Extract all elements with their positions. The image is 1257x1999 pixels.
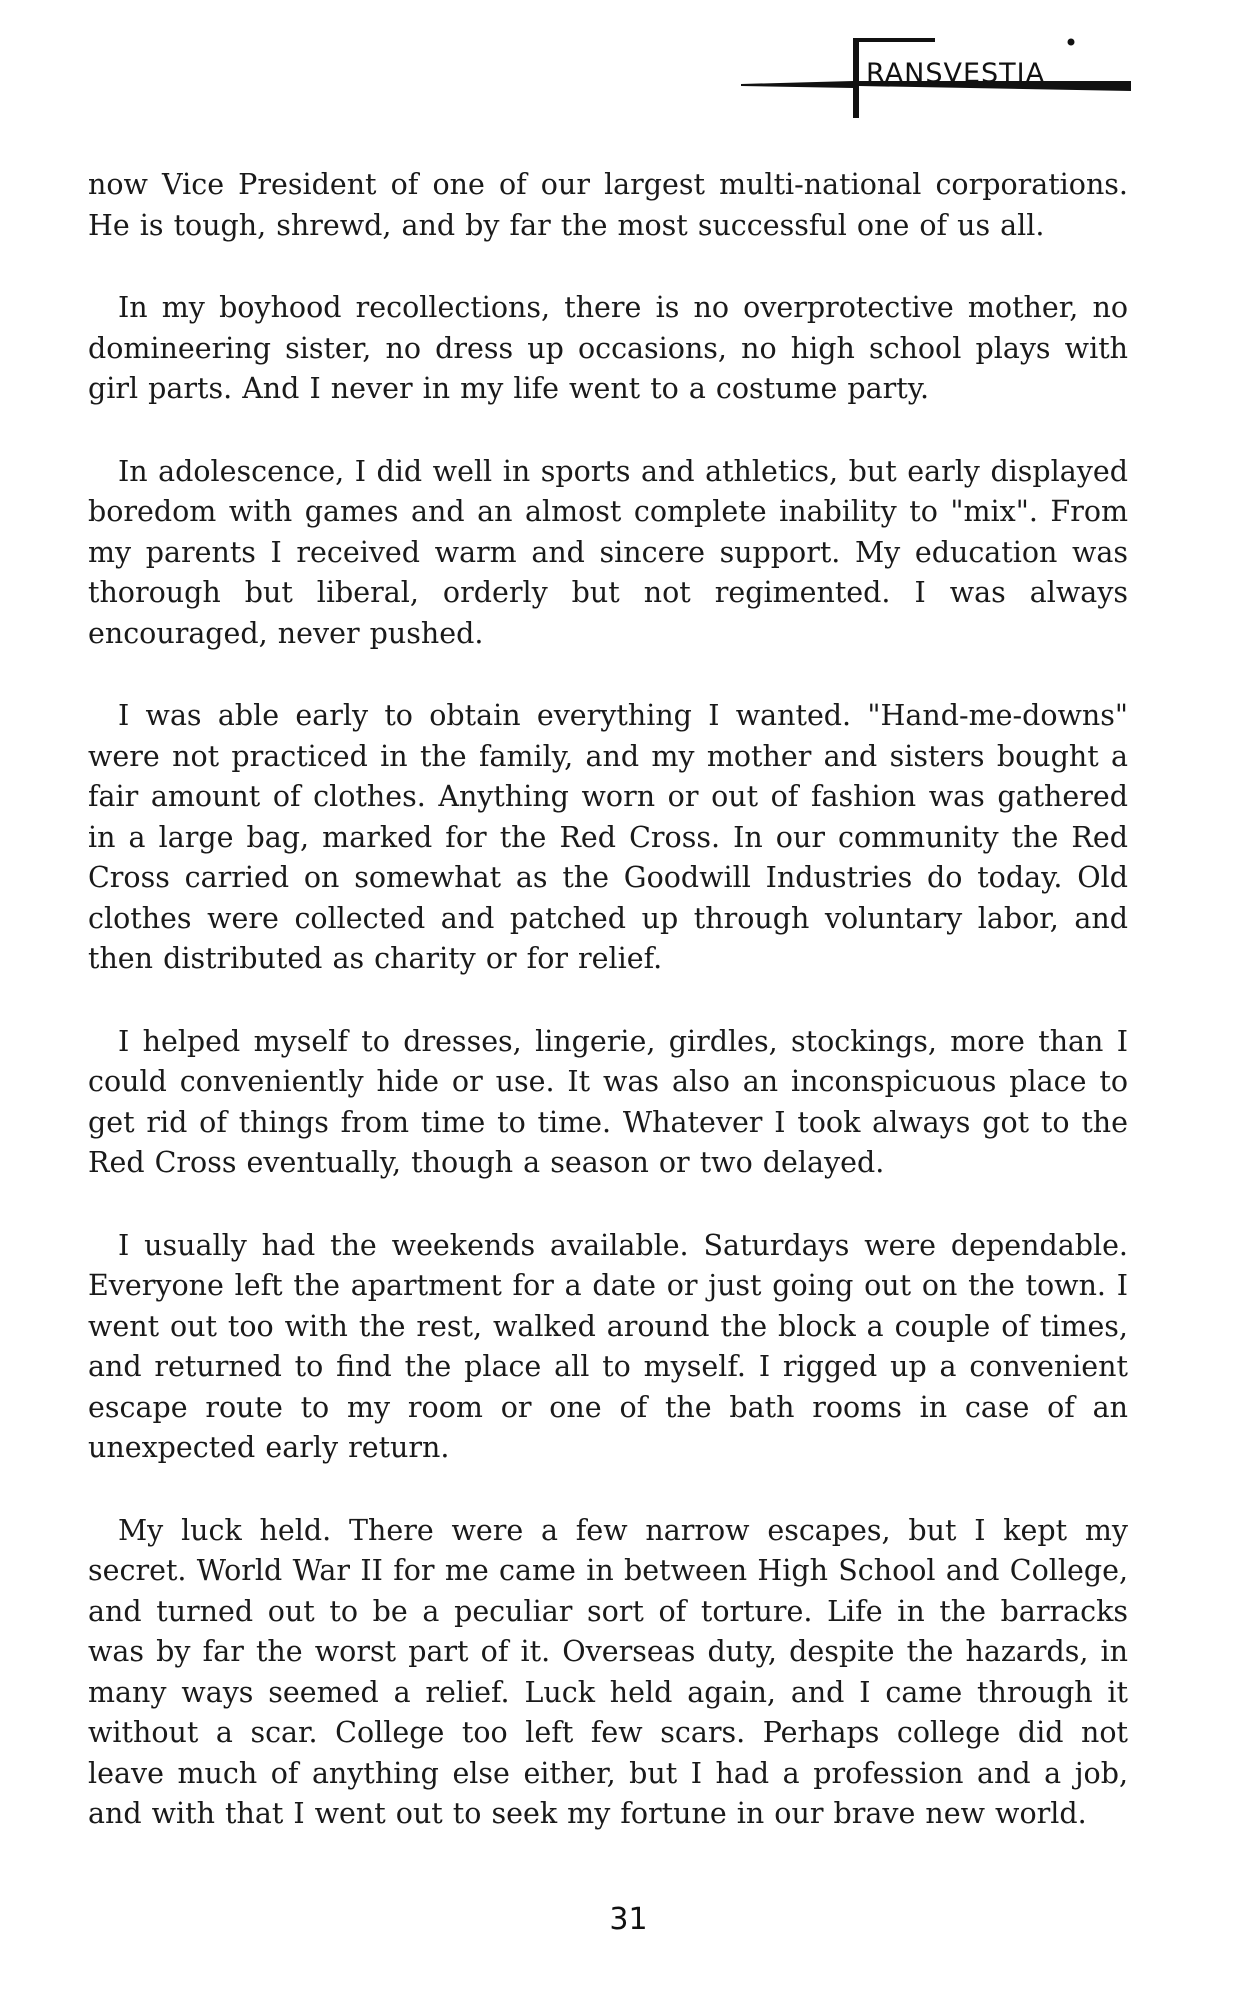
- paragraph-2: In my boyhood recollections, there is no overprotective mother, no domineering sister, no dress up occasions, no high school plays with girl parts. And I never in my life went to a costume party.: [88, 291, 1128, 405]
- masthead-logo: [735, 28, 1135, 120]
- paragraph-3: In adolescence, I did well in sports and athletics, but early displayed boredom with games and an almost complete inability to "mix". From my parents I received warm and sincere support. My education was thorough but liberal, orderly but not regimented. I was always encouraged, never pushed.: [88, 454, 1128, 650]
- page-number: 31: [609, 1902, 648, 1937]
- paragraph-1: now Vice President of one of our largest multi-national corporations. He is tough, shrewd, and by far the most successful one of us all.: [88, 168, 1128, 242]
- article-body: [88, 165, 1128, 1877]
- paragraph-7: My luck held. There were a few narrow escapes, but I kept my secret. World War II for me came in between High School and College, and turned out to be a peculiar sort of torture. Life in the barracks was by far the worst part of it. Overseas duty, despite the hazards, in many ways seemed a relief. Luck held again, and I came through it without a scar. College too left few scars. Perhaps college did not leave much of anything else either, but I had a profession and a job, and with that I went out to seek my fortune in our brave new world.: [88, 1513, 1128, 1830]
- paragraph-6: I usually had the weekends available. Saturdays were dependable. Everyone left the apartment for a date or just going out on the town. I went out too with the rest, walked around the block a couple of times, and returned to find the place all to myself. I rigged up a convenient escape route to my room or one of the bath rooms in case of an unexpected early return.: [88, 1228, 1128, 1464]
- paragraph-4: I was able early to obtain everything I wanted. "Hand-me-downs" were not practiced in the family, and my mother and sisters bought a fair amount of clothes. Anything worn or out of fashion was gathered in a large bag, marked for the Red Cross. In our community the Red Cross carried on somewhat as the Goodwill Industries do today. Old clothes were collected and patched up through voluntary labor, and then distributed as charity or for relief.: [88, 699, 1128, 975]
- masthead-title: RANSVESTIA: [866, 58, 1046, 89]
- paragraph-5: I helped myself to dresses, lingerie, girdles, stockings, more than I could conveniently hide or use. It was also an inconspicuous place to get rid of things from time to time. Whatever I took always got to the Red Cross eventually, though a season or two delayed.: [88, 1024, 1128, 1179]
